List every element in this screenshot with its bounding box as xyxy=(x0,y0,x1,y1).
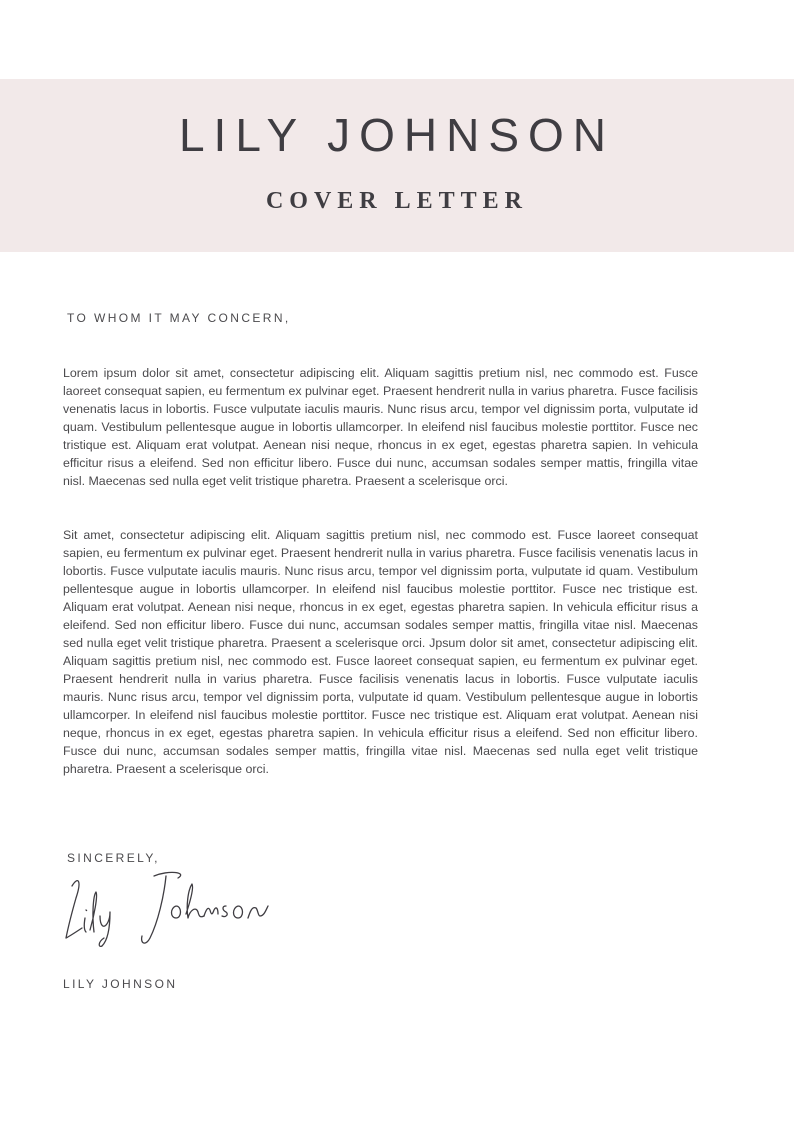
salutation: TO WHOM IT MAY CONCERN, xyxy=(67,311,291,325)
closing: SINCERELY, xyxy=(67,851,160,865)
signer-name: LILY JOHNSON xyxy=(63,977,178,991)
body-paragraph-1: Lorem ipsum dolor sit amet, consectetur adipiscing elit. Aliquam sagittis pretium nisl, nec commodo est. Fusce laoreet consequat sapien, eu fermentum ex pulvinar eget. Praesent hendrerit nulla in varius pharetra. Fusce facilisis venenatis lacus in lobortis. Fusce vulputate iaculis mauris. Nunc risus arcu, tempor vel dignissim porta, vulputate id quam. Vestibulum pellentesque augue in lobortis ullamcorper. In eleifend nisl faucibus molestie porttitor. Fusce nec tristique est. Aliquam erat volutpat. Aenean nisi neque, rhoncus in ex eget, egestas pharetra sapien. In vehicula efficitur risus a eleifend. Sed non efficitur libero. Fusce dui nunc, accumsan sodales semper mattis, fringilla vitae nisl. Maecenas sed nulla eget velit tristique pharetra. Praesent a scelerisque orci. xyxy=(63,366,698,488)
handwritten-signature xyxy=(58,866,278,950)
body-paragraph-2: Sit amet, consectetur adipiscing elit. Aliquam sagittis pretium nisl, nec commodo est. Fusce laoreet consequat sapien, eu fermentum ex pulvinar eget. Praesent hendrerit nulla in varius pharetra. Fusce facilisis venenatis lacus in lobortis. Fusce vulputate iaculis mauris. Nunc risus arcu, tempor vel dignissim porta, vulputate id quam. Vestibulum pellentesque augue in lobortis ullamcorper. In eleifend nisl faucibus molestie porttitor. Fusce nec tristique est. Aliquam erat volutpat. Aenean nisi neque, rhoncus in ex eget, egestas pharetra sapien. In vehicula efficitur risus a eleifend. Sed non efficitur libero. Fusce dui nunc, accumsan sodales semper mattis, fringilla vitae nisl. Maecenas sed nulla eget velit tristique pharetra. Praesent a scelerisque orci. Jpsum dolor sit amet, consectetur adipiscing elit. Aliquam sagittis pretium nisl, nec commodo est. Fusce laoreet consequat sapien, eu fermentum ex pulvinar eget. Praesent hendrerit nulla in varius pharetra. Fusce facilisis venenatis lacus in lobortis. Fusce vulputate iaculis mauris. Nunc risus arcu, tempor vel dignissim porta, vulputate id quam. Vestibulum pellentesque augue in lobortis ullamcorper. In eleifend nisl faucibus molestie porttitor. Fusce nec tristique est. Aliquam erat volutpat. Aenean nisi neque, rhoncus in ex eget, egestas pharetra sapien. In vehicula efficitur risus a eleifend. Sed non efficitur libero. Fusce dui nunc, accumsan sodales semper mattis, fringilla vitae nisl. Maecenas sed nulla eget velit tristique pharetra. Praesent a scelerisque orci. xyxy=(63,528,698,776)
document-subtitle: COVER LETTER xyxy=(265,188,529,214)
header-band xyxy=(0,79,794,252)
applicant-name: LILY JOHNSON xyxy=(178,109,616,161)
